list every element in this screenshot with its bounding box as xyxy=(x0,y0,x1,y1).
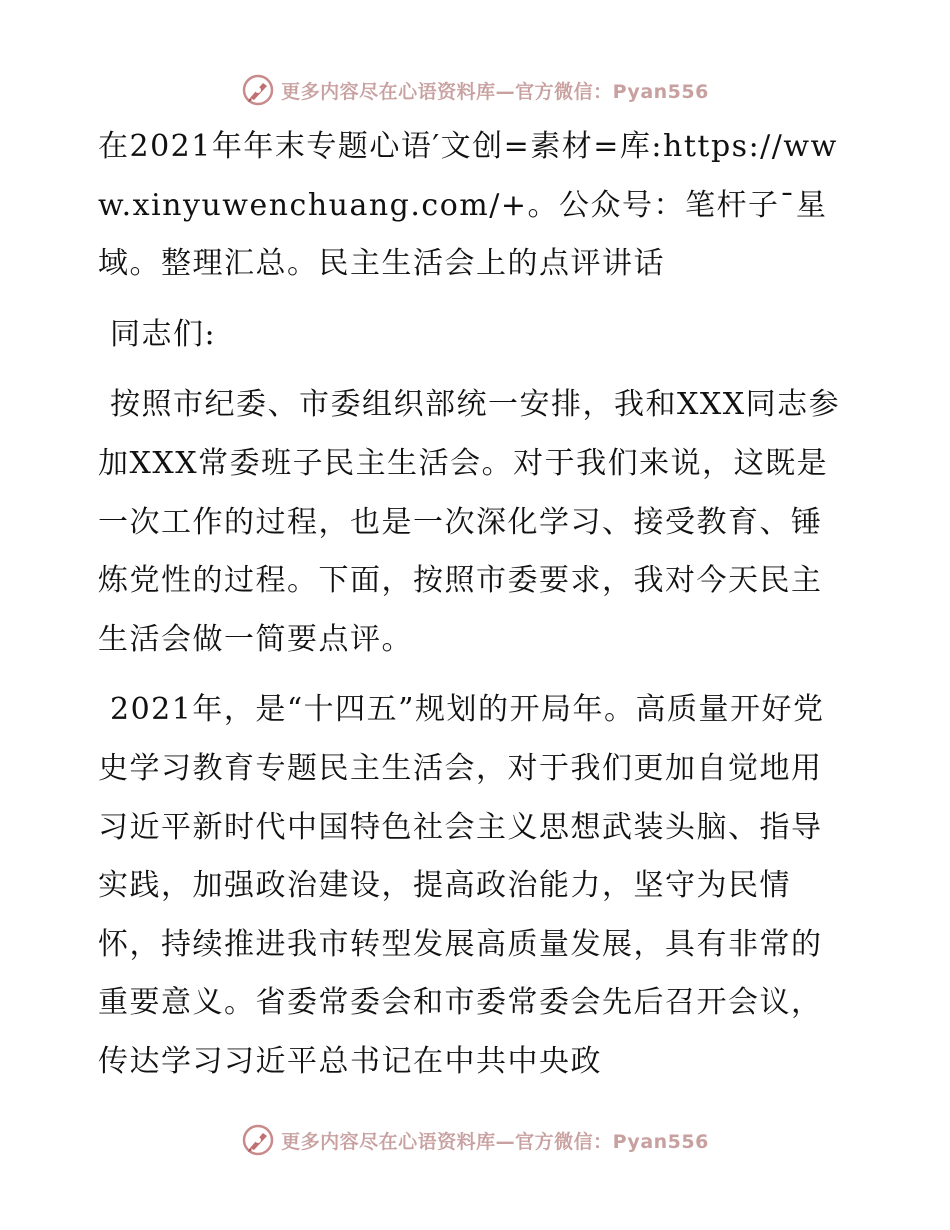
document-body xyxy=(98,118,850,1104)
salutation: 同志们: xyxy=(110,316,217,352)
footer-watermark xyxy=(0,1120,950,1160)
quill-pen-icon xyxy=(241,73,275,107)
header-watermark xyxy=(0,70,950,110)
body-paragraph-1: 按照市纪委、市委组织部统一安排，我和XXX同志参加XXX常委班子民主生活会。对于我们来说，这既是一次工作的过程，也是一次深化学习、接受教育、锤炼党性的过程。下面，按照市委要求，我对今天民主生活会做一简要点评。 xyxy=(98,387,841,657)
title-paragraph: 在2021年年末专题心语′文创=素材=库:https://www.xinyuwenchuang.com/+。公众号：笔杆子¯星域。整理汇总。民主生活会上的点评讲话 xyxy=(98,129,838,282)
quill-pen-icon xyxy=(241,1123,275,1157)
watermark-text: 更多内容尽在心语资料库—官方微信：Pyan556 xyxy=(281,80,709,103)
watermark-text: 更多内容尽在心语资料库—官方微信：Pyan556 xyxy=(281,1130,709,1153)
body-paragraph-2: 2021年，是“十四五”规划的开局年。高质量开好党史学习教育专题民主生活会，对于我们更加自觉地用习近平新时代中国特色社会主义思想武装头脑、指导实践，加强政治建设，提高政治能力，坚守为民情怀，持续推进我市转型发展高质量发展，具有非常的重要意义。省委常委会和市委常委会先后召开会议，传达学习习近平总书记在中共中央政 xyxy=(98,692,825,1079)
